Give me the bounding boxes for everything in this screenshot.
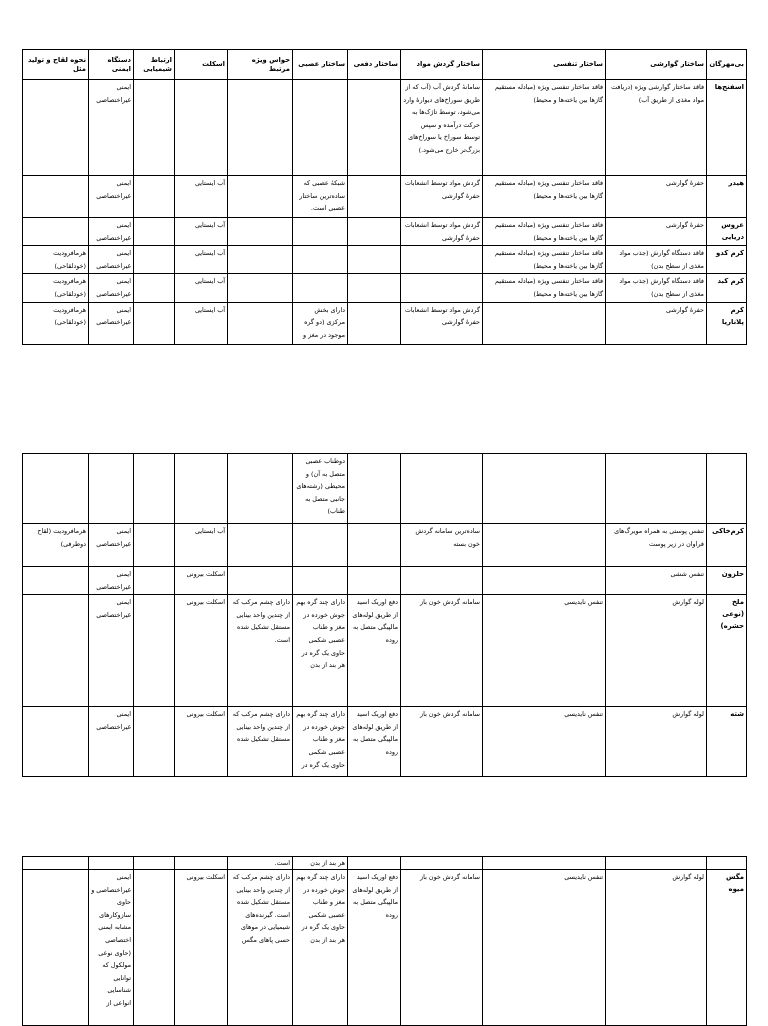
cell [23,870,89,1026]
cell [134,595,175,707]
cell [134,857,175,870]
cell [134,274,175,302]
cell: آب ایستایی [175,176,228,218]
cell [401,857,483,870]
cell: ایمنی غیراختصاصی [89,595,134,707]
table-row [23,218,747,246]
table-row [23,176,747,218]
table-row [23,567,747,595]
header-cell: ارتباط شیمیایی [134,50,175,80]
cell: اسکلت بیرونی [175,707,228,777]
cell: ایمنی غیراختصاصی [89,567,134,595]
cell [293,524,348,567]
cell: فاقد دستگاه گوارش (جذب مواد مغذی از سطح بدن) [606,246,707,274]
cell [134,176,175,218]
cell: تنفس نایدیسی [483,707,606,777]
header-cell: ساختار تنفسی [483,50,606,80]
animal-name: هیدر [707,176,747,218]
animal-name: اسفنج‌ها [707,80,747,176]
cell [293,246,348,274]
cell [348,302,401,344]
cell [89,454,134,524]
header-cell: ساختار دفعی [348,50,401,80]
cell [23,80,89,176]
cell: دارای چشم مرکب که از چندین واحد بینایی مستقل تشکیل شده است. گیرنده‌های شیمیایی در موهای حسی پاهای مگس [228,870,293,1026]
cell [483,857,606,870]
cell [293,274,348,302]
cell [134,567,175,595]
cell [134,870,175,1026]
cell [348,567,401,595]
cell: ایمنی غیراختصاصی [89,274,134,302]
cell: آب ایستایی [175,524,228,567]
cell: اسکلت بیرونی [175,870,228,1026]
cell: دارای بخش مرکزی (دو گره موجود در مغز و [293,302,348,344]
table-row [23,246,747,274]
animal-name: کرم پلاناریا [707,302,747,344]
table-row [23,80,747,176]
header-cell: ساختار عصبی [293,50,348,80]
table-row [23,454,747,524]
header-cell: ساختار گوارشی [606,50,707,80]
cell [293,218,348,246]
cell [228,567,293,595]
table-row [23,870,747,1026]
cell: ایمنی غیراختصاصی [89,524,134,567]
animal-name [707,857,747,870]
cell [348,176,401,218]
cell: گردش مواد توسط انشعابات حفرهٔ گوارشی [401,302,483,344]
cell: دفع اوریک اسید از طریق لوله‌های مالپیگی متصل به روده [348,870,401,1026]
cell [134,454,175,524]
cell [348,80,401,176]
cell [348,857,401,870]
animal-name: کرم کبد [707,274,747,302]
header-cell: نحوه لقاح و تولید مثل [23,50,89,80]
cell [483,567,606,595]
cell: هرمافرودیت (لقاح دوطرفی) [23,524,89,567]
cell [23,567,89,595]
cell: آب ایستایی [175,302,228,344]
cell: دفع اوریک اسید از طریق لوله‌های مالپیگی متصل به روده [348,595,401,707]
cell: دفع اوریک اسید از طریق لوله‌های مالپیگی متصل به روده [348,707,401,777]
animal-name: کرم کدو [707,246,747,274]
cell: فاقد دستگاه گوارش (جذب مواد مغذی از سطح بدن) [606,274,707,302]
header-cell: بی‌مهرگان [707,50,747,80]
table-row [23,707,747,777]
cell: ایمنی غیراختصاصی [89,302,134,344]
cell [23,218,89,246]
cell: ایمنی غیراختصاصی [89,246,134,274]
cell [23,707,89,777]
cell: ایمنی غیراختصاصی و حاوی سازوکارهای مشابه ایمنی اختصاصی (حاوی نوعی مولکول که توانایی شناسایی انواعی از [89,870,134,1026]
cell: هرمافرودیت (خودلقاحی) [23,302,89,344]
cell: دارای چشم مرکب که از چندین واحد بینایی مستقل تشکیل شده [228,707,293,777]
cell [401,454,483,524]
cell: آب ایستایی [175,246,228,274]
table-row [23,857,747,870]
cell: فاقد ساختار تنفسی ویژه (مبادله مستقیم گازها بین یاخته‌ها و محیط) [483,218,606,246]
table-row [23,302,747,344]
cell: تنفس پوستی به همراه مویرگ‌های فراوان در زیر پوست [606,524,707,567]
cell [228,246,293,274]
cell [134,707,175,777]
cell [175,857,228,870]
cell: تنفس نایدیسی [483,595,606,707]
cell [134,80,175,176]
cell: اسکلت بیرونی [175,595,228,707]
cell: دارای چند گره بهم جوش خورده در مغز و طناب عصبی شکمی حاوی یک گره در [293,707,348,777]
table-row [23,524,747,567]
animal-name: حلزون [707,567,747,595]
cell: شبکهٔ عصبی که ساده‌ترین ساختار عصبی است. [293,176,348,218]
cell: فاقد ساختار تنفسی ویژه (مبادله مستقیم گازها بین یاخته‌ها و محیط) [483,274,606,302]
cell: فاقد ساختار گوارشی ویژه (دریافت مواد مغذی از طریق آب) [606,80,707,176]
header-cell: اسکلت [175,50,228,80]
cell [175,80,228,176]
header-cell: ساختار گردش مواد [401,50,483,80]
cell [483,454,606,524]
cell [23,857,89,870]
animal-name: مگس میوه [707,870,747,1026]
invertebrates-table-part1 [22,49,747,345]
cell: ایمنی غیراختصاصی [89,218,134,246]
cell: سامانه گردش خون باز [401,595,483,707]
cell [228,454,293,524]
header-cell: دستگاه ایمنی [89,50,134,80]
cell [401,274,483,302]
cell: فاقد ساختار تنفسی ویژه (مبادله مستقیم گازها بین یاخته‌ها و محیط) [483,246,606,274]
invertebrates-table-part2 [22,453,747,777]
table-row [23,274,747,302]
cell [606,454,707,524]
cell [228,302,293,344]
invertebrates-table-part3 [22,856,747,1026]
animal-name [707,454,747,524]
cell: گردش مواد توسط انشعابات حفرهٔ گوارشی [401,176,483,218]
cell: سامانه گردش خون باز [401,870,483,1026]
cell: ایمنی غیراختصاصی [89,80,134,176]
cell: لوله گوارش [606,595,707,707]
cell [175,454,228,524]
cell [23,454,89,524]
cell: لوله گوارش [606,707,707,777]
cell [348,454,401,524]
cell: هرمافرودیت (خودلقاحی) [23,246,89,274]
cell [134,524,175,567]
table-row [23,595,747,707]
cell: تنفس ششی [606,567,707,595]
cell: هرمافرودیت (خودلقاحی) [23,274,89,302]
cell [483,524,606,567]
animal-name: ملخ (نوعی حشره) [707,595,747,707]
header-row [23,50,747,80]
cell [228,524,293,567]
cell [23,176,89,218]
cell: هر بند از بدن [293,857,348,870]
cell [228,176,293,218]
cell: دارای چشم مرکب که از چندین واحد بینایی مستقل تشکیل شده است. [228,595,293,707]
cell: دوطناب عصبی متصل به آن) و محیطی (رشته‌های جانبی متصل به طناب) [293,454,348,524]
cell [228,80,293,176]
cell [228,218,293,246]
cell [401,246,483,274]
cell [348,218,401,246]
cell: تنفس نایدیسی [483,870,606,1026]
cell: آب ایستایی [175,274,228,302]
cell: دارای چند گره بهم جوش خورده در مغز و طناب عصبی شکمی حاوی یک گره در هر بند از بدن [293,595,348,707]
cell: حفرهٔ گوارشی [606,302,707,344]
cell [293,567,348,595]
cell: سامانه گردش خون باز [401,707,483,777]
animal-name: شته [707,707,747,777]
cell [228,274,293,302]
cell: ساده‌ترین سامانه گردش خون بسته [401,524,483,567]
cell [89,857,134,870]
cell [293,80,348,176]
cell: اسکلت بیرونی [175,567,228,595]
cell: گردش مواد توسط انشعابات حفرهٔ گوارشی [401,218,483,246]
cell: ایمنی غیراختصاصی [89,176,134,218]
cell: سامانهٔ گردش آب (آب که از طریق سوراخ‌های دیوارهٔ وارد می‌شود، توسط تاژک‌ها به حرکت درآمده و سپس توسط سوراخ یا سوراخ‌های بزرگ‌تر خارج می‌شود.) [401,80,483,176]
cell [134,302,175,344]
cell [134,218,175,246]
cell [23,595,89,707]
cell [401,567,483,595]
cell [483,302,606,344]
cell: حفرهٔ گوارشی [606,176,707,218]
cell: آب ایستایی [175,218,228,246]
cell: فاقد ساختار تنفسی ویژه (مبادله مستقیم گازها بین یاخته‌ها و محیط) [483,80,606,176]
cell [348,274,401,302]
animal-name: عروس دریایی [707,218,747,246]
cell: است. [228,857,293,870]
cell [348,246,401,274]
cell: حفرهٔ گوارشی [606,218,707,246]
cell: فاقد ساختار تنفسی ویژه (مبادله مستقیم گازها بین یاخته‌ها و محیط) [483,176,606,218]
animal-name: کرم‌خاکی [707,524,747,567]
cell: لوله گوارش [606,870,707,1026]
header-cell: حواس ویژه مرتبط [228,50,293,80]
cell: دارای چند گره بهم جوش خورده در مغز و طناب عصبی شکمی حاوی یک گره در هر بند از بدن [293,870,348,1026]
cell [348,524,401,567]
cell [134,246,175,274]
cell [606,857,707,870]
cell: ایمنی غیراختصاصی [89,707,134,777]
